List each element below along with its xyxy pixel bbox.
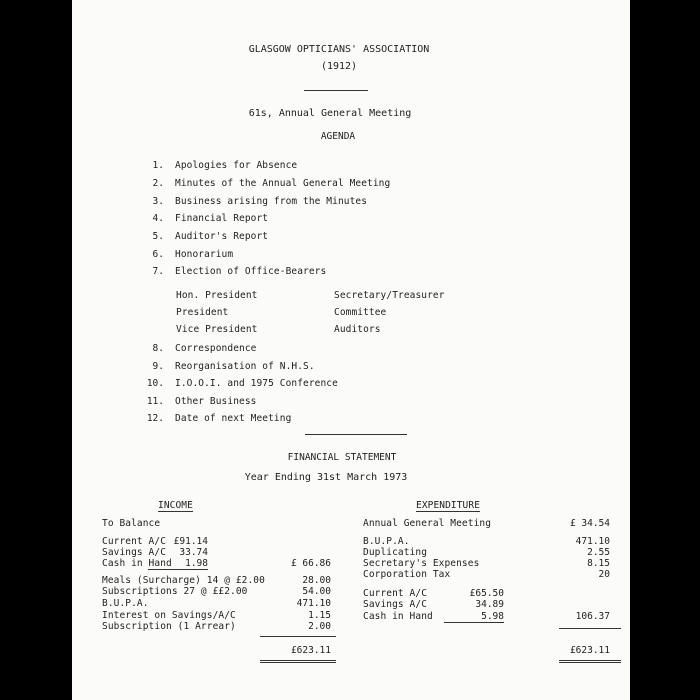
office-bearer: Auditors (334, 324, 381, 335)
agenda-number: 2. (152, 178, 164, 189)
income-label: Cash in Hand (102, 558, 172, 569)
income-label: Meals (Surcharge) 14 @ £2.00 (102, 575, 265, 586)
financial-heading: FINANCIAL STATEMENT (287, 452, 397, 463)
expenditure-label: Duplicating (363, 547, 428, 558)
agenda-item: Business arising from the Minutes (175, 196, 368, 207)
document-title: GLASGOW OPTICIANS' ASSOCIATION (248, 44, 430, 55)
expenditure-label: Corporation Tax (363, 569, 451, 580)
agenda-number: 11. (146, 396, 164, 407)
expenditure-total-double-rule (559, 660, 621, 661)
income-heading: INCOME (158, 500, 193, 511)
income-label: Subscriptions 27 @ ££2.00 (102, 586, 248, 597)
income-amount: 471.10 (296, 598, 331, 609)
expenditure-label: Annual General Meeting (363, 518, 492, 529)
expenditure-total-rule (559, 628, 621, 629)
expenditure-label: Cash in Hand (363, 611, 433, 622)
agenda-item: Election of Office-Bearers (175, 266, 327, 277)
expenditure-heading: EXPENDITURE (416, 500, 481, 511)
title-divider (304, 90, 368, 91)
income-sub-amount: £91.14 (173, 536, 208, 547)
expenditure-total-double-rule (559, 662, 621, 663)
income-total-rule (260, 636, 336, 637)
agenda-number: 5. (152, 231, 164, 242)
agenda-item: Minutes of the Annual General Meeting (175, 178, 391, 189)
agenda-number: 6. (152, 249, 164, 260)
office-bearer: Committee (334, 307, 387, 318)
income-label: To Balance (102, 518, 161, 529)
section-divider (305, 434, 407, 435)
agenda-item: Auditor's Report (175, 231, 269, 242)
agenda-number: 3. (152, 196, 164, 207)
agenda-number: 9. (152, 361, 164, 372)
agenda-item: Correspondence (175, 343, 257, 354)
expenditure-label: Savings A/C (363, 599, 428, 610)
office-bearer: Vice President (176, 324, 258, 335)
expenditure-label: Secretary's Expenses (363, 558, 480, 569)
expenditure-sub-amount: £65.50 (469, 588, 504, 599)
founding-year: (1912) (320, 61, 358, 72)
income-total: £623.11 (290, 645, 331, 656)
expenditure-sub-amount: 5.98 (444, 611, 504, 623)
expenditure-label: B.U.P.A. (363, 536, 410, 547)
financial-period: Year Ending 31st March 1973 (244, 472, 408, 483)
agenda-item: Apologies for Absence (175, 160, 298, 171)
expenditure-total: £623.11 (569, 645, 610, 656)
expenditure-amount: 20 (598, 569, 610, 580)
meeting-title: 61s, Annual General Meeting (248, 108, 412, 119)
expenditure-amount: 106.37 (575, 611, 610, 622)
office-bearer: Hon. President (176, 290, 258, 301)
agenda-item: Honorarium (175, 249, 234, 260)
office-bearer: Secretary/Treasurer (334, 290, 445, 301)
income-label: B.U.P.A. (102, 598, 149, 609)
income-label: Savings A/C (102, 547, 167, 558)
agenda-number: 12. (146, 413, 164, 424)
income-amount: 1.15 (308, 610, 331, 621)
income-amount: 28.00 (302, 575, 331, 586)
income-label: Current A/C (102, 536, 167, 547)
agenda-item: Financial Report (175, 213, 269, 224)
income-amount: 54.00 (302, 586, 331, 597)
agenda-item: I.O.O.I. and 1975 Conference (175, 378, 338, 389)
income-sub-amount: 33.74 (179, 547, 208, 558)
income-amount: 2.00 (308, 621, 331, 632)
income-label: Interest on Savings/A/C (102, 610, 236, 621)
income-total-double-rule (260, 660, 336, 661)
agenda-number: 7. (152, 266, 164, 277)
expenditure-amount: 2.55 (587, 547, 610, 558)
agenda-item: Reorganisation of N.H.S. (175, 361, 315, 372)
agenda-heading: AGENDA (320, 131, 356, 142)
expenditure-label: Current A/C (363, 588, 428, 599)
income-label: Subscription (1 Arrear) (102, 621, 236, 632)
expenditure-amount: 8.15 (587, 558, 610, 569)
income-amount: £ 66.86 (290, 558, 331, 569)
agenda-number: 4. (152, 213, 164, 224)
agenda-number: 10. (146, 378, 164, 389)
document-page (72, 0, 630, 700)
agenda-item: Date of next Meeting (175, 413, 292, 424)
income-total-double-rule (260, 662, 336, 663)
expenditure-amount: 471.10 (575, 536, 610, 547)
agenda-item: Other Business (175, 396, 257, 407)
expenditure-amount: £ 34.54 (569, 518, 610, 529)
office-bearer: President (176, 307, 229, 318)
agenda-number: 8. (152, 343, 164, 354)
income-sub-amount: 1.98 (148, 558, 208, 570)
agenda-number: 1. (152, 160, 164, 171)
expenditure-sub-amount: 34.89 (475, 599, 504, 610)
